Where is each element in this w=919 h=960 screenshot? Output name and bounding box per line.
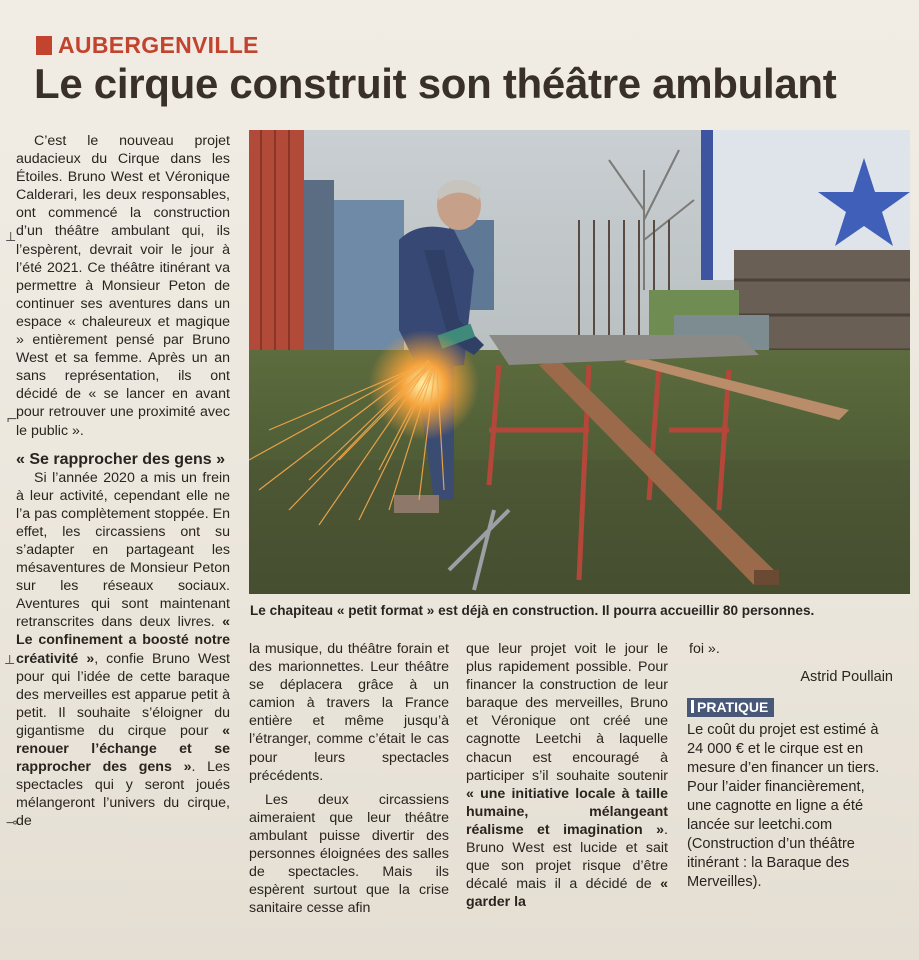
column-3 [466, 640, 668, 911]
quote-renouer: « renouer l’échange et se rapprocher des gens » [16, 722, 230, 776]
badge-label: PRATIQUE [697, 699, 769, 716]
text-run: . Les spectacles qui y seront joués mélangeront l’univers du cirque, de [16, 759, 230, 830]
badge-bar-icon [691, 700, 694, 713]
paragraph: Les deux circassiens aimeraient que leur théâtre ambulant puisse divertir des personnes éloignées des salles de spectacles. Mais ils espèrent surtout que la crise sanitaire cesse afin [249, 791, 449, 917]
subheading: « Se rapprocher des gens » [16, 450, 225, 468]
headline: Le cirque construit son théâtre ambulant [34, 60, 837, 107]
paragraph: la musique, du théâtre forain et des marionnettes. Leur théâtre se déplacera grâce à un camion à travers la France entière et même jusqu’à l’étranger, comme c’était le cas pour leurs spectacles précédents. [249, 641, 449, 784]
quote-garder: « garder la [466, 876, 668, 911]
paragraph [466, 640, 668, 911]
section-kicker [36, 32, 259, 59]
photo-caption: Le chapiteau « petit format » est déjà en construction. Il pourra accueillir 80 personnes. [250, 603, 815, 618]
margin-pen-mark-icon: ⊸ [6, 815, 18, 831]
author-signature: Astrid Poullain [800, 669, 893, 686]
text-run: , confie Bruno West pour qui l’idée de cette baraque des merveilles est apparue petit à petit. Il souhaite s’éloigner du gigantisme du cirque pour [16, 650, 230, 739]
margin-pen-mark-icon: ⌐ [6, 412, 18, 428]
text-run: . Bruno West est lucide et sait que son projet risque d’être décalé mais il a décidé de [466, 821, 668, 893]
paragraph-2 [16, 469, 230, 831]
text-run: que leur projet voit le jour le plus rapidement possible. Pour financer la construction de leur baraque des merveilles, Bruno et Véronique ont créé une cagnotte Leetchi à laquelle chacun est encouragé à participer s’il souhaite soutenir [466, 641, 668, 784]
paragraph-intro: C’est le nouveau projet audacieux du Cirque dans les Étoiles. Bruno West et Véronique Calderari, les deux responsables, ont commencé la construction d’un théâtre ambulant qui, ils l’espèrent, devrait voir le jour à l’été 2021. Ce théâtre itinérant va permettre à Monsieur Peton de continuer ses aventures dans un espace « chaleureux et magique » entièrement pensé par Bruno West et sa femme. Après un an sans représentation, ils ont décidé de « se lancer en avant pour retrouver une proximité avec le public ». [16, 133, 230, 439]
margin-pen-mark-icon: ⟂ [6, 229, 16, 245]
margin-pen-mark-icon: ⟂ [5, 652, 15, 668]
column-1 [16, 132, 230, 830]
column-2 [249, 640, 449, 917]
column-4 [687, 640, 893, 891]
text-run: Si l’année 2020 a mis un frein à leur activité, cependant elle ne l’a pas complètement stoppée. En effet, les circassiens ont su s’adapter en partageant les mésaventures de Monsieur Peton sur les réseaux sociaux. Aventures qui sont maintenant retranscrites dans deux livres. [16, 469, 230, 631]
paragraph: foi ». [689, 641, 720, 657]
kicker-square-icon [36, 36, 52, 55]
circus-construction-illustration [249, 130, 910, 594]
pratique-badge [687, 698, 774, 717]
kicker-label: AUBERGENVILLE [58, 32, 259, 58]
quote-initiative: « une initiative locale à taille humaine, mélangeant réalisme et imagination » [466, 785, 668, 838]
pratique-text: Le coût du projet est estimé à 24 000 € et le cirque est en mesure d’en financer un tiers. Pour l’aider financièrement, une cagnotte en ligne a été lancée sur leetchi.com (Construction d’un théâtre itinérant : la Baraque des Merveilles). [687, 722, 880, 890]
article-photo [249, 130, 910, 594]
quote-confinement: « Le confinement a boosté notre créativité » [16, 614, 230, 667]
